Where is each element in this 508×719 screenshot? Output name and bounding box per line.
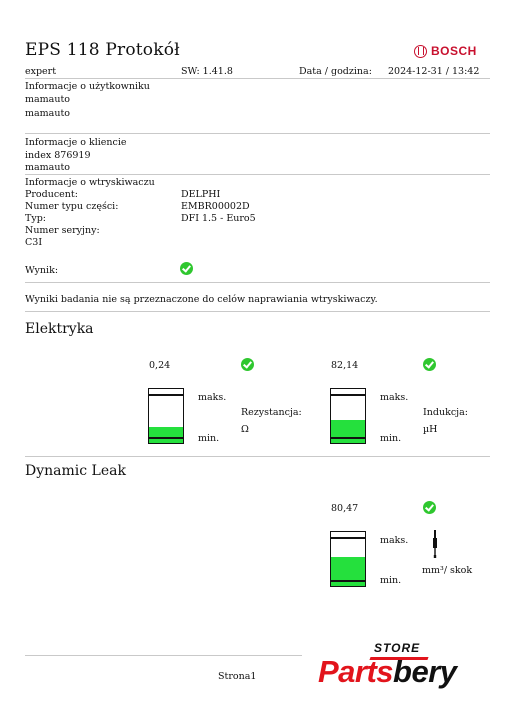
user-info-heading: Informacje o użytkowniku [25,81,150,92]
type-label: Typ: [25,213,46,224]
footer-divider [25,655,302,656]
inductance-min-label: min. [380,433,402,444]
bosch-ring-icon [414,45,427,58]
resistance-min-line [148,437,184,439]
inductance-gauge-fill [331,420,365,443]
resistance-value: 0,24 [149,360,171,371]
resistance-unit: Ω [241,424,249,435]
disclaimer-text: Wyniki badania nie są przeznaczone do celów naprawiania wtryskiwaczy. [25,294,378,305]
dynamic-leak-unit: mm³/ skok [422,565,473,576]
injector-info-heading: Informacje o wtryskiwaczu [25,177,155,188]
inductance-gauge [330,388,366,444]
serial-label: Numer seryjny: [25,225,100,236]
part-type-label: Numer typu części: [25,201,119,212]
client-info-line2: mamauto [25,162,70,173]
inductance-unit: µH [423,424,438,435]
type-value: DFI 1.5 - Euro5 [181,213,256,224]
divider [25,133,490,134]
resistance-name: Rezystancja: [241,407,302,418]
user-info-line2: mamauto [25,108,70,119]
dynamic-leak-title: Dynamic Leak [25,463,126,479]
resistance-min-label: min. [198,433,220,444]
bosch-wordmark: BOSCH [431,44,477,58]
inductance-ok-check-icon [423,358,436,371]
partsbery-watermark-logo: Partsbery [318,654,457,689]
result-ok-check-icon [180,262,193,275]
result-label: Wynik: [25,265,59,276]
store-watermark-text: STORE [374,641,421,655]
elektryka-title: Elektryka [25,321,94,337]
page-title: EPS 118 Protokół [25,40,180,60]
client-info-heading: Informacje o kliencie [25,137,127,148]
dynamic-leak-ok-check-icon [423,501,436,514]
dynamic-leak-gauge [330,531,366,587]
resistance-gauge [148,388,184,444]
datetime-label: Data / godzina: [299,66,372,77]
dynamic-leak-value: 80,47 [331,503,359,514]
dynamic-leak-max-line [330,537,366,539]
inductance-max-label: maks. [380,392,409,403]
datetime-value: 2024-12-31 / 13:42 [388,66,480,77]
page-number: Strona1 [218,671,257,682]
divider [25,174,490,175]
injector-icon [433,530,437,558]
resistance-max-label: maks. [198,392,227,403]
producer-value: DELPHI [181,189,221,200]
role-label: expert [25,66,57,77]
inductance-value: 82,14 [331,360,359,371]
software-version: SW: 1.41.8 [181,66,233,77]
resistance-gauge-fill [149,427,183,443]
divider [25,78,490,79]
dynamic-leak-min-label: min. [380,575,402,586]
divider [25,311,490,312]
divider [25,282,490,283]
inductance-max-line [330,394,366,396]
divider [25,456,490,457]
client-info-line1: index 876919 [25,150,91,161]
bosch-logo [414,44,477,58]
part-type-value: EMBR00002D [181,201,250,212]
dynamic-leak-max-label: maks. [380,535,409,546]
inductance-min-line [330,437,366,439]
inductance-name: Indukcja: [423,407,468,418]
dynamic-leak-min-line [330,580,366,582]
resistance-max-line [148,394,184,396]
resistance-ok-check-icon [241,358,254,371]
serial-value: C3I [25,237,43,248]
producer-label: Producent: [25,189,78,200]
user-info-line1: mamauto [25,94,70,105]
